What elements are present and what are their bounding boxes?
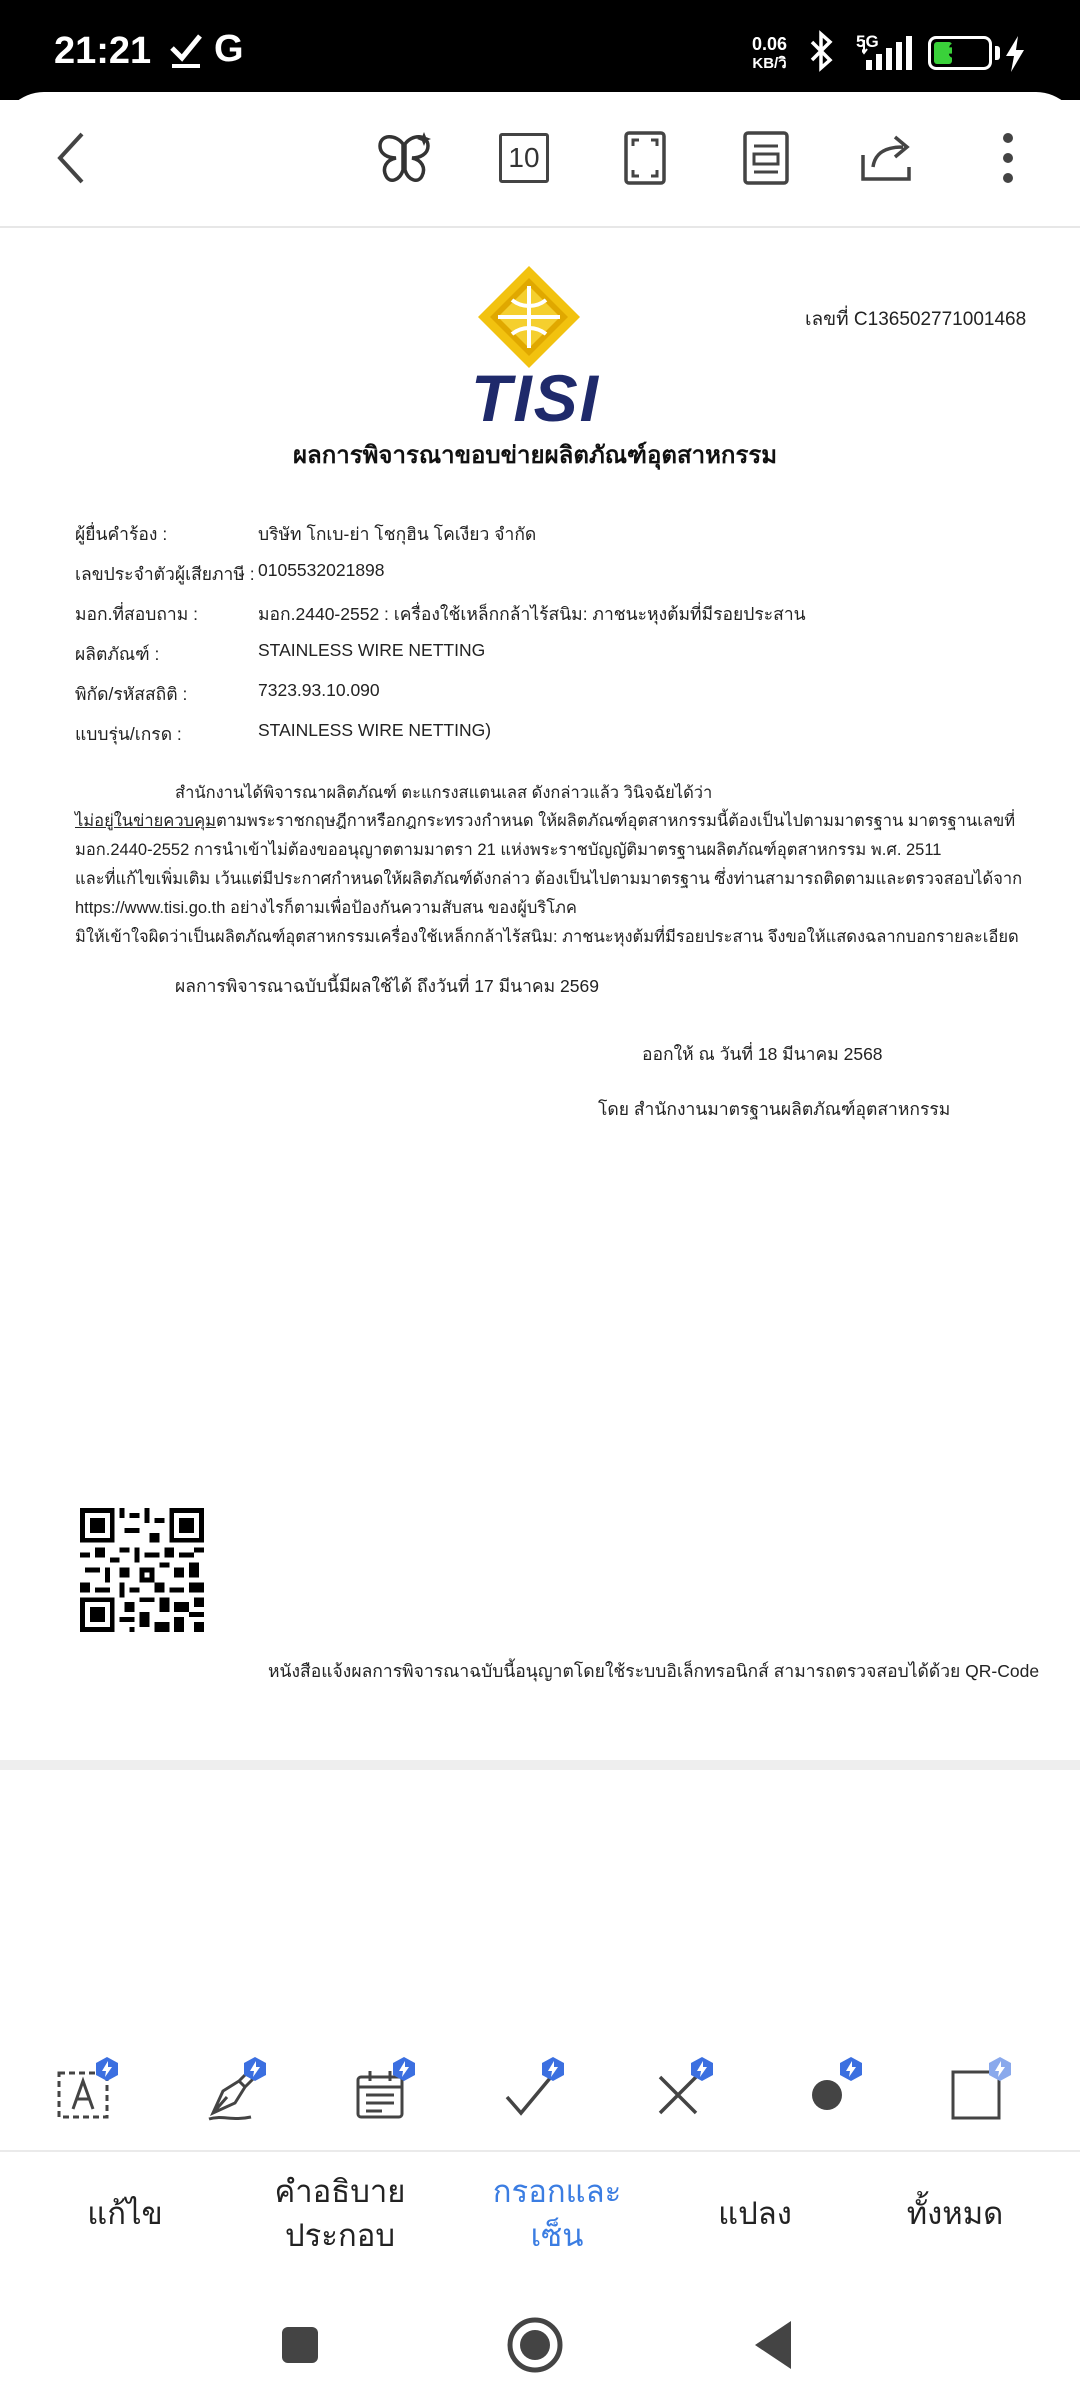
issuer: โดย สำนักงานมาตรฐานผลิตภัณฑ์อุตสาหกรรม [598,1099,951,1119]
google-status-icon: G [214,28,244,70]
tisi-logo-text: TISI [471,361,601,435]
signal-icon [862,36,918,70]
network-type: 5G [856,32,879,51]
field-value-tax-id: 0105532021898 [258,560,385,580]
share-icon [859,133,915,183]
battery-icon [928,36,992,70]
field-value-applicant: บริษัท โกเบ-ย่า โชกุฮิน โคเงียว จำกัด [258,524,537,544]
paragraph-line-3: มอก.2440-2552 การนำเข้าไม่ต้องขออนุญาตตามมาตรา 21 แห่งพระราชบัญญัติมาตรฐานผลิตภัณฑ์อุตสาหกรรม พ.ศ. 2511 [75,841,942,859]
recents-button[interactable] [265,2310,335,2380]
dot-tool[interactable] [782,2050,872,2140]
field-value-standard: มอก.2440-2552 : เครื่องใช้เหล็กกล้าไร้สนิม: ภาชนะหุงต้มที่มีรอยประสาน [258,604,806,624]
ai-assistant-button[interactable] [372,126,436,190]
premium-badge-icon [391,2056,417,2082]
qr-footer-note: หนังสือแจ้งผลการพิจารณาฉบับนี้อนุญาตโดยใช้ระบบอิเล็กทรอนิกส์ สามารถตรวจสอบได้ด้วย QR-Code [268,1661,1040,1681]
top-toolbar [0,92,1080,228]
premium-badge-icon [242,2056,268,2082]
field-label-product: ผลิตภัณฑ์ : [75,644,160,664]
fill-sign-tools [0,2040,1080,2150]
paragraph-line-2 [75,808,1015,834]
checkmark-tool[interactable] [484,2050,574,2140]
check-icon [168,30,204,70]
bottom-tab-bar [0,2150,1080,2280]
premium-badge-icon [540,2056,566,2082]
issued-date: ออกให้ ณ วันที่ 18 มีนาคม 2568 [642,1044,883,1064]
premium-badge-icon [987,2056,1013,2082]
charging-icon [1004,36,1026,72]
validity-text: ผลการพิจารณาฉบับนี้มีผลใช้ได้ ถึงวันที่ 17 มีนาคม 2569 [175,976,599,996]
not-controlled-text: ไม่อยู่ในข่ายควบคุม [75,812,216,830]
document-page [0,230,1080,1760]
battery-level: 31 [948,40,972,63]
tisi-logo-icon [474,264,584,374]
tab-edit[interactable]: แก้ไข [87,2196,163,2232]
fullscreen-button[interactable] [613,126,677,190]
page-count-button[interactable] [492,126,556,190]
field-value-hs-code: 7323.93.10.090 [258,680,380,700]
back-nav-icon [751,2319,795,2371]
document-number: เลขที่ C136502771001468 [805,309,1027,330]
document-title: ผลการพิจารณาขอบข่ายผลิตภัณฑ์อุตสาหกรรม [292,442,778,469]
bluetooth-icon [804,30,840,72]
reader-view-icon [742,130,790,186]
back-nav-button[interactable] [738,2310,808,2380]
back-arrow-icon [52,130,92,186]
premium-badge-icon [838,2056,864,2082]
tab-all[interactable]: ทั้งหมด [906,2196,1004,2232]
page-count: 10 [499,133,549,183]
premium-badge-icon [689,2056,715,2082]
text-box-tool[interactable] [38,2050,128,2140]
back-button[interactable] [40,126,104,190]
page-separator [0,1760,1080,1770]
paragraph-line-2-rest: ตามพระราชกฤษฎีกาหรือกฎกระทรวงกำหนด ให้ผลิตภัณฑ์อุตสาหกรรมนี้ต้องเป็นไปตามมาตรฐาน มาตรฐานเลขที่ [216,812,1016,830]
paragraph-line-6: มิให้เข้าใจผิดว่าเป็นผลิตภัณฑ์อุตสาหกรรมเครื่องใช้เหล็กกล้าไร้สนิม: ภาชนะหุงต้มที่มีรอยประสาน จึงขอให้แสดงฉลากบอกรายละเอียด [75,928,1019,946]
paragraph-line-5: https://www.tisi.go.th อย่างไรก็ตามเพื่อป้องกันความสับสน ของผู้บริโภค [75,899,577,917]
paragraph-line-4: และที่แก้ไขเพิ่มเติม เว้นแต่มีประกาศกำหนดให้ผลิตภัณฑ์ดังกล่าว ต้องเป็นไปตามมาตรฐาน ซึ่งท่านสามารถติดตามและตรวจสอบได้จาก [75,870,1023,888]
date-tool[interactable] [335,2050,425,2140]
rectangle-tool[interactable] [931,2050,1021,2140]
butterfly-icon [374,130,434,186]
field-label-tax-id: เลขประจำตัวผู้เสียภาษี : [75,564,255,584]
home-icon [505,2315,565,2375]
premium-badge-icon [94,2056,120,2082]
status-bar [0,0,1080,100]
net-speed [752,34,787,74]
field-value-product: STAINLESS WIRE NETTING [258,640,486,660]
share-button[interactable] [855,126,919,190]
more-icon [1001,130,1015,186]
tab-annotate[interactable]: คำอธิบาย ประกอบ [274,2174,406,2254]
net-speed-value: 0.06 [752,34,788,54]
tab-convert[interactable]: แปลง [718,2196,792,2232]
reader-view-button[interactable] [734,126,798,190]
tab-fill-sign[interactable]: กรอกและ เซ็น [492,2174,622,2254]
battery-tip [995,46,1000,60]
cross-tool[interactable] [633,2050,723,2140]
field-label-hs-code: พิกัด/รหัสสถิติ : [75,684,188,704]
more-options-button[interactable] [976,126,1040,190]
qr-code-icon [80,1508,204,1632]
system-nav-bar [0,2280,1080,2400]
field-label-model: แบบรุ่น/เกรด : [75,724,182,744]
home-button[interactable] [500,2310,570,2380]
field-value-model: STAINLESS WIRE NETTING) [258,720,492,740]
net-speed-unit: KB/วิ [752,55,787,72]
status-time: 21:21 [54,30,152,72]
field-label-applicant: ผู้ยื่นคำร้อง : [75,524,168,544]
recents-icon [278,2323,322,2367]
paragraph-line-1: สำนักงานได้พิจารณาผลิตภัณฑ์ ตะแกรงสแตนเลส ดังกล่าวแล้ว วินิจฉัยได้ว่า [175,784,713,802]
fullscreen-icon [623,130,667,186]
field-label-standard: มอก.ที่สอบถาม : [75,604,199,624]
signature-tool[interactable] [186,2050,276,2140]
